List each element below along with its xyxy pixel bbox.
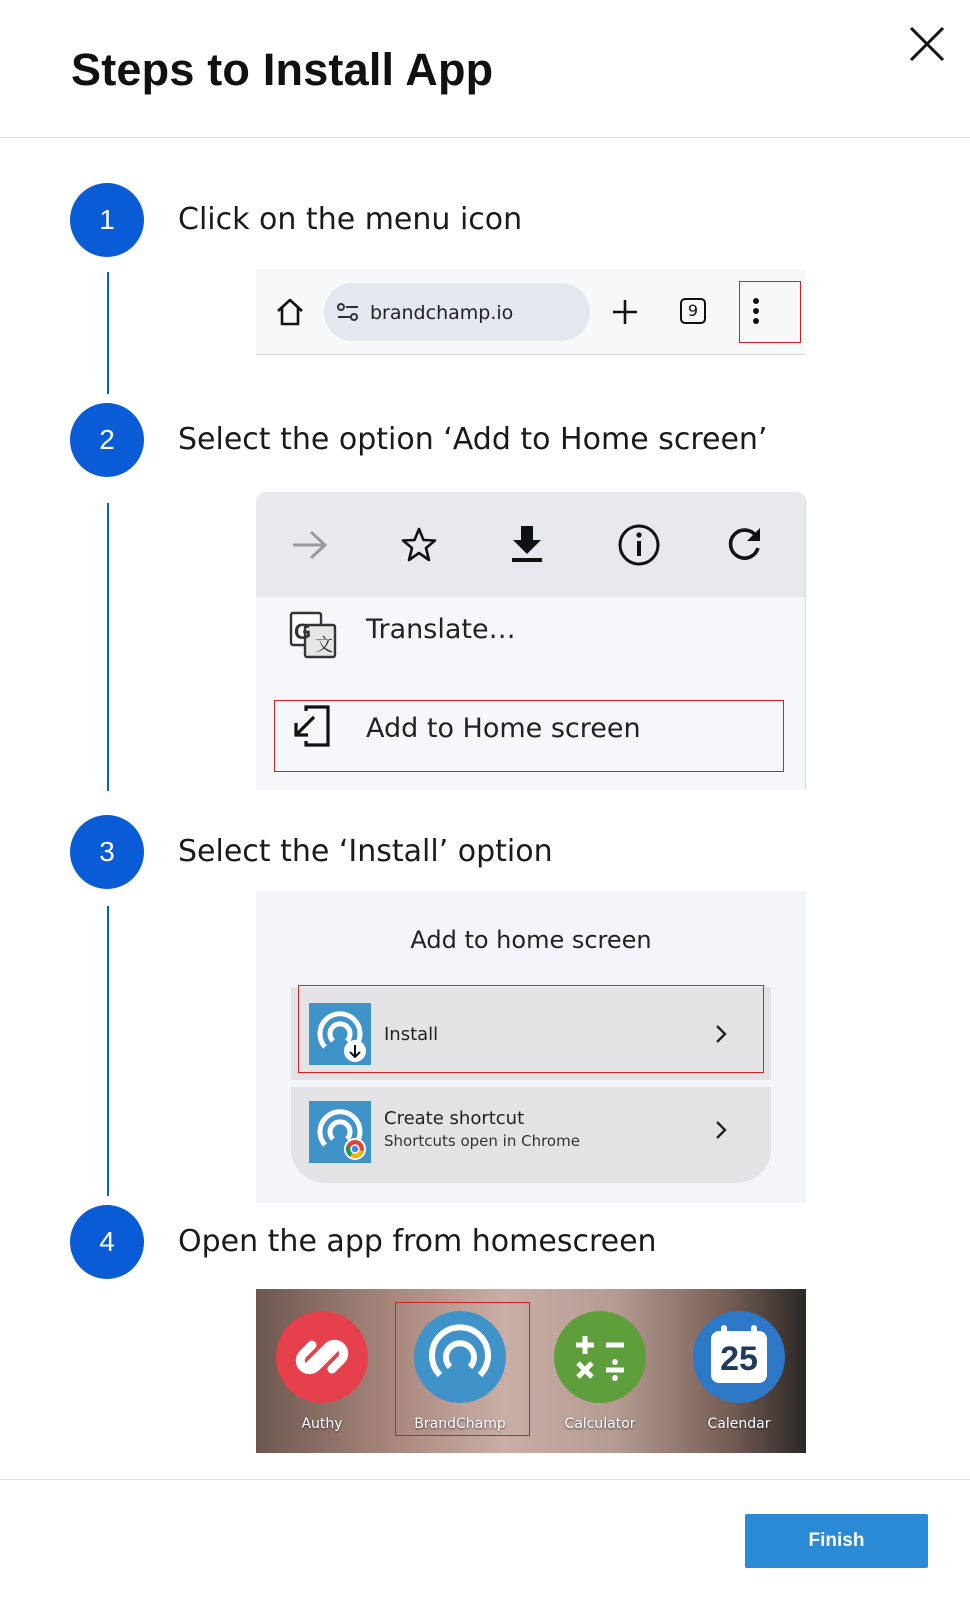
menu-item-add-to-home: Add to Home screen bbox=[366, 713, 641, 744]
install-option-label: Install bbox=[384, 1024, 439, 1045]
option-divider bbox=[291, 1080, 771, 1087]
browser-toolbar-screenshot bbox=[256, 269, 806, 355]
step-connector bbox=[107, 272, 109, 394]
info-icon bbox=[617, 523, 661, 567]
menu-icon-highlight bbox=[739, 281, 801, 343]
step-2-text: Select the option ‘Add to Home screen’ bbox=[178, 422, 768, 457]
step-3-number: 3 bbox=[70, 815, 144, 889]
add-to-home-heading: Add to home screen bbox=[410, 926, 652, 954]
brandchamp-highlight bbox=[395, 1302, 530, 1436]
authy-label: Authy bbox=[301, 1416, 343, 1432]
create-shortcut-subtext: Shortcuts open in Chrome bbox=[384, 1132, 580, 1150]
authy-app-icon bbox=[276, 1311, 368, 1403]
step-3-text: Select the ‘Install’ option bbox=[178, 834, 553, 869]
menu-icon-row bbox=[256, 492, 806, 597]
step-4-number: 4 bbox=[70, 1205, 144, 1279]
calculator-app-icon bbox=[554, 1311, 646, 1403]
close-icon[interactable] bbox=[905, 22, 949, 66]
calendar-day-number: 25 bbox=[720, 1340, 758, 1378]
add-to-home-dialog-screenshot bbox=[256, 891, 806, 1203]
site-settings-icon bbox=[336, 302, 360, 322]
brandchamp-label: BrandChamp bbox=[414, 1416, 506, 1432]
svg-text:G: G bbox=[294, 619, 312, 644]
homescreen-screenshot bbox=[256, 1289, 806, 1453]
install-highlight bbox=[298, 985, 764, 1073]
url-text: brandchamp.io bbox=[370, 302, 514, 324]
step-connector bbox=[107, 503, 109, 791]
brandchamp-shortcut-icon bbox=[309, 1101, 371, 1163]
add-to-home-highlight bbox=[274, 700, 784, 772]
dialog-title: Steps to Install App bbox=[71, 44, 494, 95]
chevron-right-icon bbox=[713, 1119, 729, 1141]
dialog-header bbox=[0, 0, 970, 138]
svg-text:文: 文 bbox=[315, 635, 333, 656]
new-tab-icon bbox=[610, 297, 640, 327]
step-4-text: Open the app from homescreen bbox=[178, 1224, 657, 1259]
step-1-number: 1 bbox=[70, 183, 144, 257]
url-bar bbox=[324, 283, 590, 341]
step-2-number: 2 bbox=[70, 403, 144, 477]
step-connector bbox=[107, 906, 109, 1196]
bookmark-star-icon bbox=[400, 526, 438, 564]
calendar-label: Calendar bbox=[707, 1416, 771, 1432]
finish-button[interactable]: Finish bbox=[745, 1514, 928, 1568]
footer-divider bbox=[0, 1479, 970, 1480]
menu-item-translate: Translate… bbox=[366, 614, 516, 645]
forward-arrow-icon bbox=[291, 528, 329, 562]
download-icon bbox=[509, 524, 545, 564]
home-icon bbox=[274, 296, 306, 328]
step-1-text: Click on the menu icon bbox=[178, 202, 523, 237]
calendar-app-icon bbox=[693, 1311, 785, 1403]
reload-icon bbox=[724, 524, 764, 564]
calculator-label: Calculator bbox=[564, 1416, 636, 1432]
chrome-menu-screenshot bbox=[256, 492, 806, 790]
create-shortcut-label: Create shortcut bbox=[384, 1108, 525, 1129]
translate-icon bbox=[289, 611, 337, 659]
tab-count-icon: 9 bbox=[680, 298, 706, 324]
